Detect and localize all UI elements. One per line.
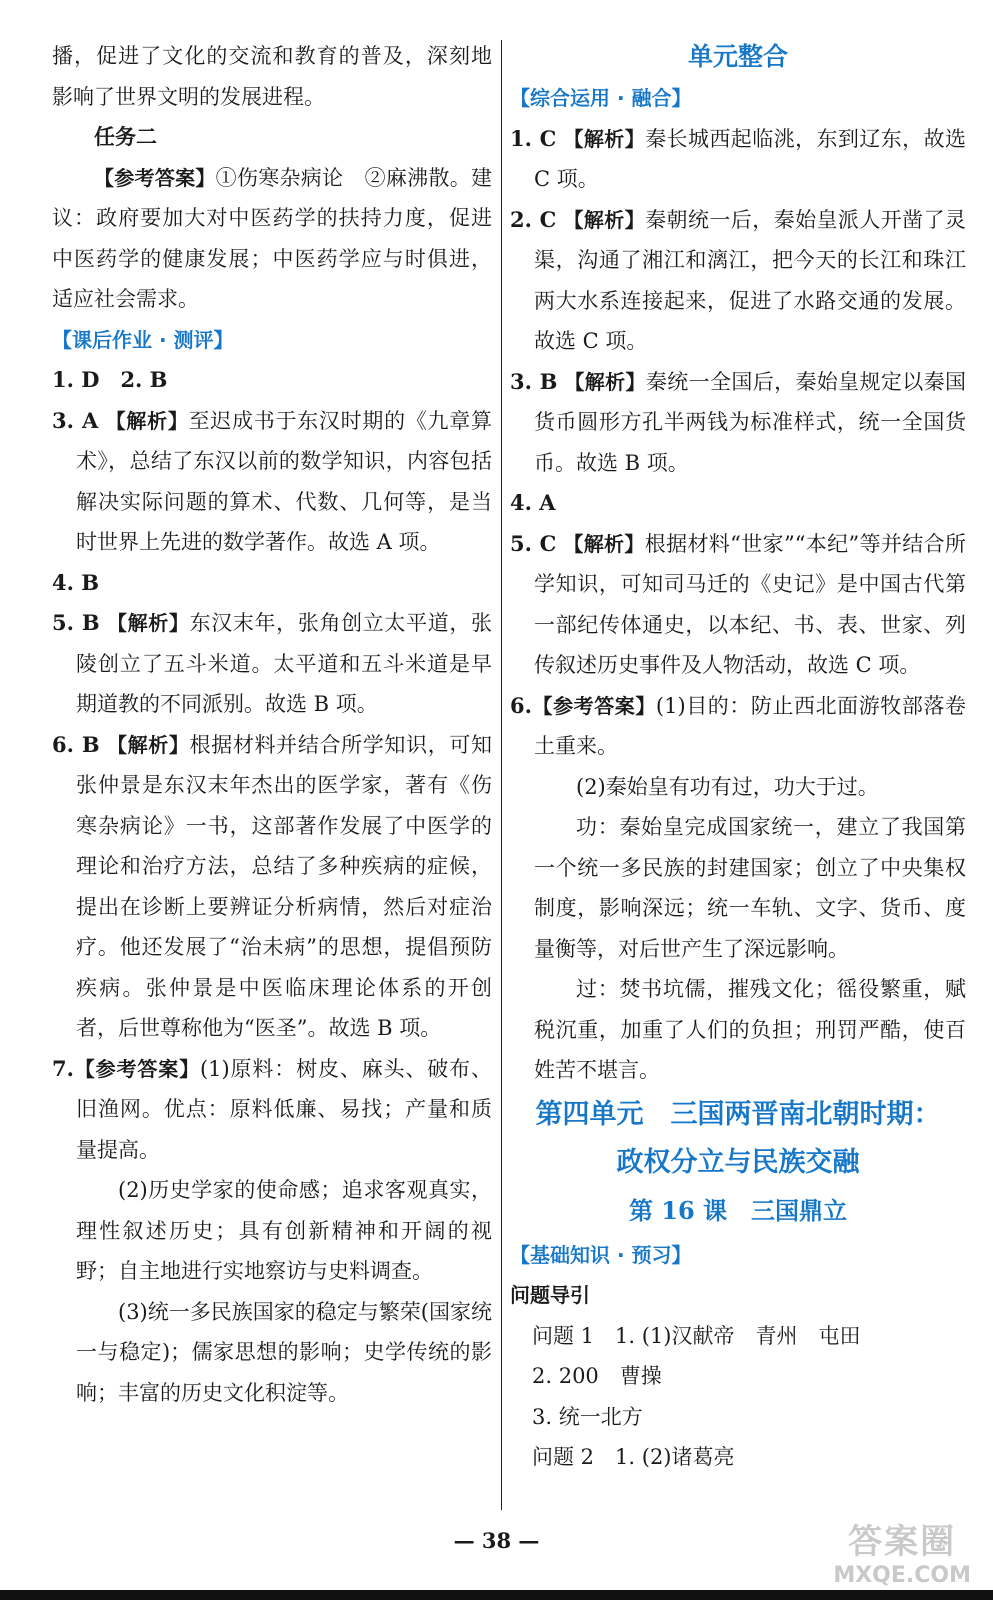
answer-number: 5. B xyxy=(52,610,100,635)
answer-number: 3. B xyxy=(510,368,558,394)
analysis-tag: 【解析】 xyxy=(106,732,190,757)
question-1-item-2: 2. 200 曹操 xyxy=(532,1364,662,1388)
question-1-item-3: 3. 统一北方 xyxy=(532,1404,643,1429)
watermark-url: MXQE.COM xyxy=(833,1563,971,1588)
answer-text: 秦朝统一后，秦始皇派人开凿了灵渠，沟通了湘江和漓江，把今天的长江和珠江两大水系连接起来，促进了水路交通的发展。故选 C 项。 xyxy=(534,207,966,353)
answer-6 xyxy=(52,725,492,1049)
task-answer xyxy=(52,158,492,320)
answer-number: 4. A xyxy=(510,490,556,515)
answer-text: 秦统一全国后，秦始皇规定以秦国货币圆形方孔半两钱为标准样式，统一全国货币。故选 B 项。 xyxy=(534,369,967,475)
answer-7-part-3: (3)统一多民族国家的稳定与繁荣(国家统一与稳定)；儒家思想的影响；史学传统的影响；丰富的历史文化积淀等。 xyxy=(76,1299,492,1405)
answers-1-2-text: 1. D 2. B xyxy=(52,367,168,392)
left-column xyxy=(52,36,492,1413)
answer-number: 7. xyxy=(52,1055,74,1081)
answer-number: 5. C xyxy=(510,530,557,556)
answer-b2 xyxy=(510,200,966,362)
unit4-title-line1: 第四单元 三国两晋南北朝时期： xyxy=(535,1098,941,1130)
answer-b1 xyxy=(510,119,966,200)
answer-text: 秦长城西起临洮，东到辽东，故选 C 项。 xyxy=(534,126,966,191)
analysis-tag: 【解析】 xyxy=(563,126,646,151)
answer-tag: 【参考答案】 xyxy=(94,165,216,190)
column-divider xyxy=(501,40,502,1510)
answer-4 xyxy=(52,563,492,604)
answer-5 xyxy=(52,603,492,725)
watermark-text: 答案圈 xyxy=(848,1522,957,1562)
answer-text: 根据材料并结合所学知识，可知张仲景是东汉末年杰出的医学家，著有《伤寒杂病论》一书，这部著作发展了中医学的理论和治疗方法，总结了多种疾病的症候，提出在诊断上要辨证分析病情，然后对症治疗。他还发展了“治未病”的思想，提倡预防疾病。张仲景是中医临床理论体系的开创者，后世尊称他为“医圣”。故选 B 项。 xyxy=(76,732,493,1040)
analysis-tag: 【解析】 xyxy=(106,611,190,635)
answer-text: 至迟成书于东汉时期的《九章算术》，总结了东汉以前的数学知识，内容包括解决实际问题的算术、代数、几何等，是当时世界上先进的数学著作。故选 A 项。 xyxy=(76,408,493,554)
answer-b3 xyxy=(510,362,966,484)
answer-7 xyxy=(52,1049,492,1171)
task-title: 任务二 xyxy=(94,125,157,149)
intro-paragraph: 播，促进了文化的交流和教育的普及，深刻地影响了世界文明的发展进程。 xyxy=(52,44,492,109)
right-column xyxy=(510,36,966,1478)
homework-header: 【课后作业 · 测评】 xyxy=(52,327,234,352)
unit4-title-line2: 政权分立与民族交融 xyxy=(616,1146,860,1178)
analysis-tag: 【解析】 xyxy=(563,531,645,556)
answer-b6-merits: 功：秦始皇完成国家统一，建立了我国第一个统一多民族的封建国家；创立了中央集权制度，影响深远；统一车轨、文字、货币、度量衡等，对后世产生了深远影响。 xyxy=(534,815,966,961)
bottom-bar xyxy=(0,1590,993,1600)
answer-text: 根据材料“世家”“本纪”等并结合所学知识，可知司马迁的《史记》是中国古代第一部纪传体通史，以本纪、书、表、世家、列传叙述历史事件及人物活动，故选 C 项。 xyxy=(534,531,966,677)
answer-b5 xyxy=(510,524,966,686)
answer-tag: 【参考答案】 xyxy=(73,1056,200,1081)
answer-b6-part-2: (2)秦始皇有功有过，功大于过。 xyxy=(576,774,879,799)
task-answer-text: ①伤寒杂病论 ②麻沸散。建议：政府要加大对中医药学的扶持力度，促进中医药学的健康发展；中医药学应与时俱进，适应社会需求。 xyxy=(52,165,493,311)
answer-number: 3. A xyxy=(52,407,99,433)
analysis-tag: 【解析】 xyxy=(105,408,189,433)
analysis-tag: 【解析】 xyxy=(564,369,646,394)
lesson-title: 第 16 课 三国鼎立 xyxy=(628,1195,848,1225)
answer-text: (1)原料：树皮、麻头、破布、旧渔网。优点：原料低廉、易找；产量和质量提高。 xyxy=(76,1056,493,1162)
question-1-line: 问题 1 1. (1)汉献帝 青州 屯田 xyxy=(532,1323,861,1348)
analysis-tag: 【解析】 xyxy=(563,207,646,232)
answer-7-part-2: (2)历史学家的使命感；追求客观真实，理性叙述历史；具有创新精神和开阔的视野；自主地进行实地察访与史料调查。 xyxy=(76,1178,492,1283)
page-number: — 38 — xyxy=(453,1528,540,1553)
question-2-line: 问题 2 1. (2)诸葛亮 xyxy=(532,1445,735,1469)
answer-b6 xyxy=(510,686,966,767)
answer-number: 6. B xyxy=(52,731,100,757)
integrated-header: 【综合运用 · 融合】 xyxy=(510,86,692,110)
unit-summary-title: 单元整合 xyxy=(687,42,788,71)
answer-text: (1)目的：防止西北面游牧部落卷土重来。 xyxy=(534,693,967,758)
answer-number: 4. B xyxy=(52,569,99,595)
answer-number: 1. C xyxy=(510,125,557,151)
answers-1-2 xyxy=(52,360,492,401)
answer-number: 6. xyxy=(510,692,532,718)
answer-text: 东汉末年，张角创立太平道，张陵创立了五斗米道。太平道和五斗米道是早期道教的不同派别。故选 B 项。 xyxy=(76,611,493,716)
answer-number: 2. C xyxy=(510,206,557,232)
guide-title: 问题导引 xyxy=(510,1283,590,1307)
basics-header: 【基础知识 · 预习】 xyxy=(510,1242,692,1267)
watermark-logo xyxy=(833,1514,971,1588)
answer-b6-faults: 过：焚书坑儒，摧残文化；徭役繁重，赋税沉重，加重了人们的负担；刑罚严酷，使百姓苦不堪言。 xyxy=(534,977,966,1082)
answer-tag: 【参考答案】 xyxy=(531,693,656,718)
answer-3 xyxy=(52,401,492,563)
answer-b4 xyxy=(510,483,966,524)
